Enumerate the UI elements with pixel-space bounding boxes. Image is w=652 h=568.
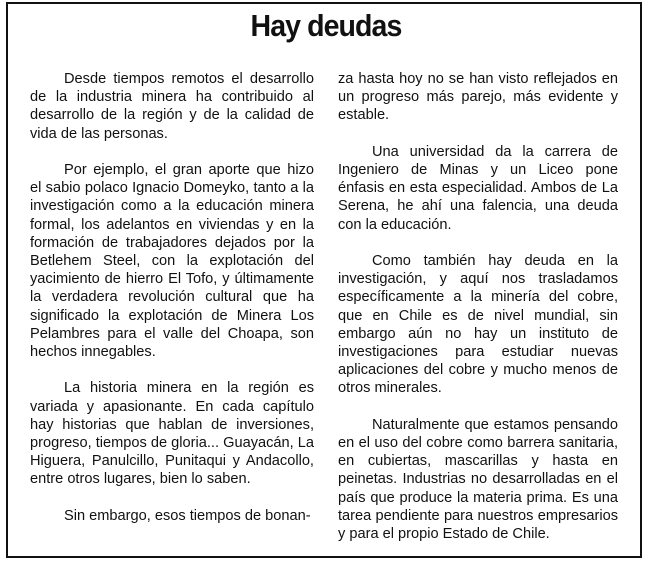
paragraph: Sin embargo, esos tiempos de bonan- <box>64 507 311 524</box>
paragraph-continued: za hasta hoy no se han visto reflejados en un progreso más parejo, más evidente y estable. <box>338 71 618 124</box>
paragraph: Una universidad da la carrera de Ingeniero de Minas y un Liceo pone énfasis en esta especialidad. Ambos de La Serena, he ahí una falencia, una deuda con la educación. <box>338 143 618 233</box>
paragraph: Por ejemplo, el gran aporte que hizo el sabio polaco Ignacio Domeyko, tanto a la investigación como a la educación minera formal, los adelantos en viviendas y en la formación de trabajadores dejados por la Betlehem Steel, con la explotación del yacimiento de hierro El Tofo, y últimamente la verdadera revolución cultural que ha significado la explotación de Minera Los Pelambres para el valle del Choapa, son hechos innegables. <box>30 162 314 361</box>
paragraph: La historia minera en la región es variada y apasionante. En cada capítulo hay historias que hablan de inversiones, progreso, tiempos de gloria... Guayacán, La Higuera, Panulcillo, Punitaqui y Andacollo, entre otros lugares, bien lo saben. <box>30 380 314 488</box>
paragraph: Naturalmente que estamos pensando en el uso del cobre como barrera sanitaria, en cubiertas, mascarillas y hasta en peinetas. Industrias no desarrolladas en el país que produce la materia prima. Es una tarea pendiente para nuestros empresarios y para el propio Estado de Chile. <box>338 416 618 543</box>
article-column-left <box>30 70 314 543</box>
article-column-right <box>338 70 618 561</box>
article-title: Hay deudas <box>250 8 402 43</box>
paragraph: Como también hay deuda en la investigación, y aquí nos trasladamos específicamente a la minería del cobre, que en Chile es de nivel mundial, sin embargo aún no hay un instituto de investigaciones para estudiar nuevas aplicaciones del cobre y mucho menos de otros minerales. <box>338 253 618 397</box>
paragraph: Desde tiempos remotos el desarrollo de la industria minera ha contribuido al desarrollo de la región y de la calidad de vida de las personas. <box>30 71 314 142</box>
article-box <box>6 2 642 558</box>
